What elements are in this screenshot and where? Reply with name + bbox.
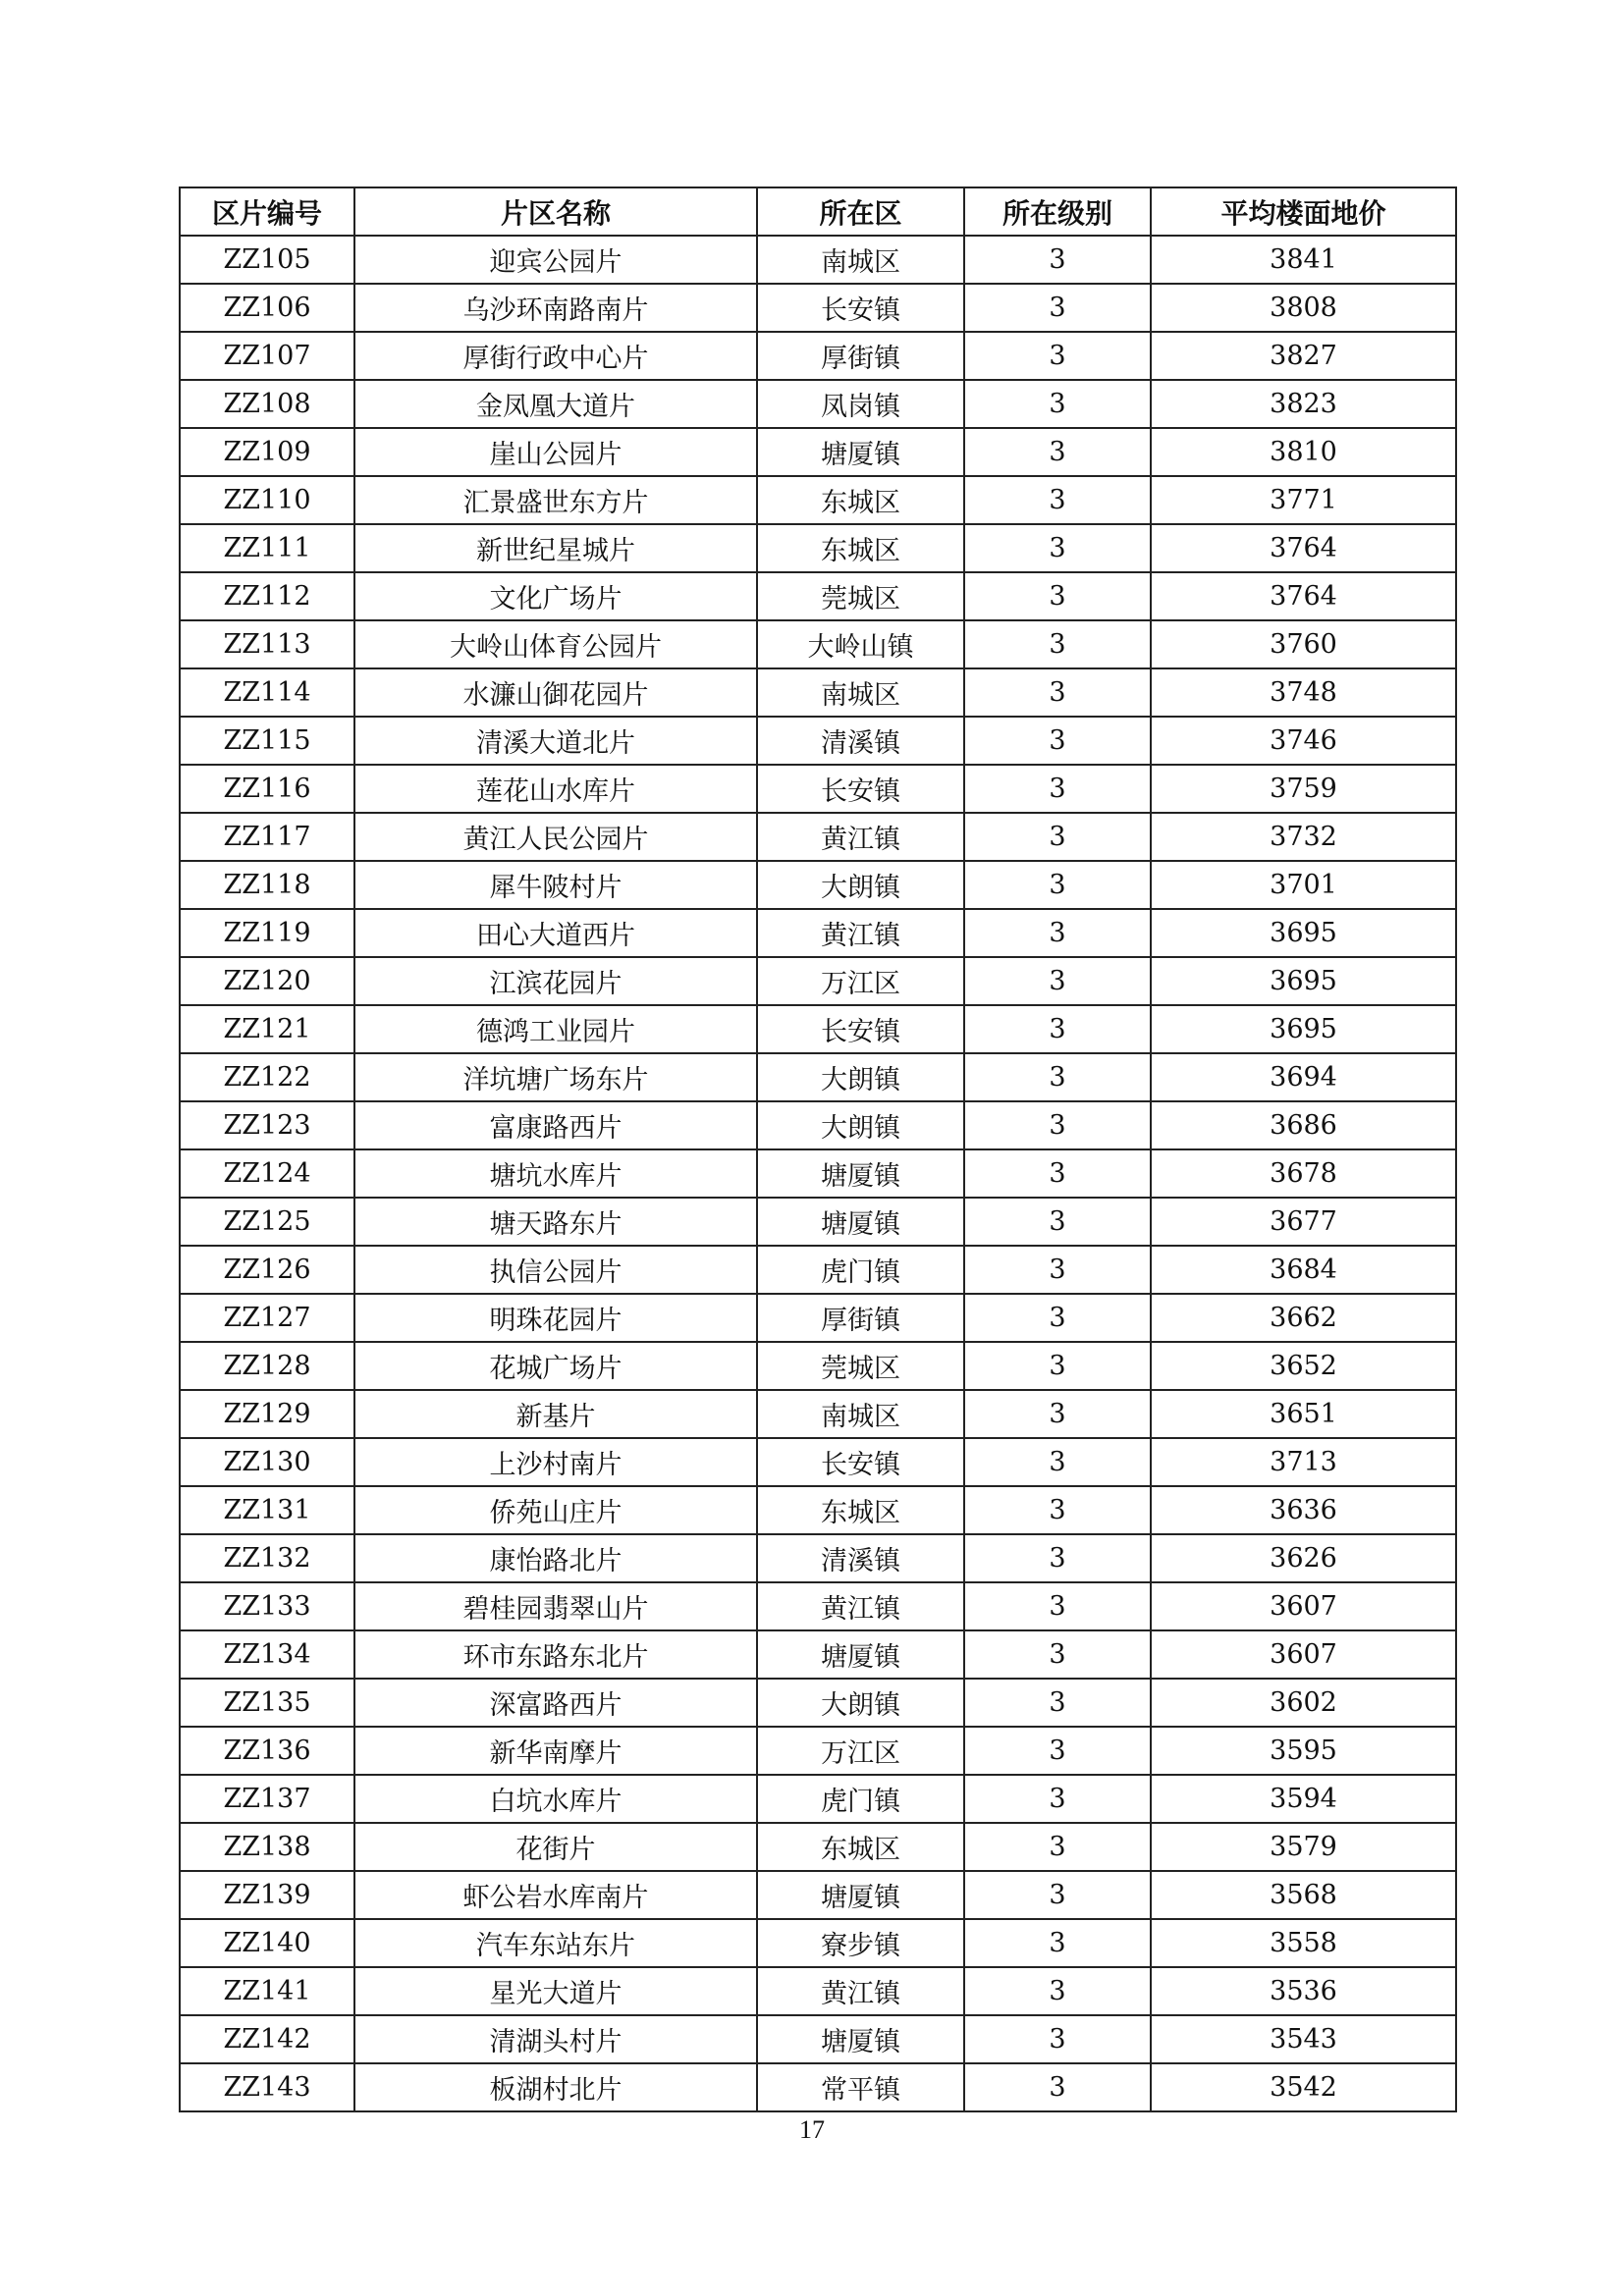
- cell-district: 虎门镇: [757, 1775, 964, 1823]
- table-row: [180, 1871, 1456, 1919]
- cell-district: 黄江镇: [757, 1582, 964, 1630]
- cell-zone-name: 富康路西片: [354, 1101, 757, 1149]
- cell-district: 大岭山镇: [757, 620, 964, 668]
- cell-zone-name: 黄江人民公园片: [354, 813, 757, 861]
- cell-zone-name: 金凤凰大道片: [354, 380, 757, 428]
- cell-zone-name: 花街片: [354, 1823, 757, 1871]
- table-row: [180, 1919, 1456, 1967]
- table-row: [180, 1053, 1456, 1101]
- cell-avg-floor-price: 3543: [1151, 2015, 1456, 2063]
- cell-zone-name: 迎宾公园片: [354, 236, 757, 284]
- cell-zone-code: ZZ132: [180, 1534, 354, 1582]
- table-row: [180, 1294, 1456, 1342]
- cell-zone-name: 水濂山御花园片: [354, 668, 757, 717]
- cell-zone-code: ZZ120: [180, 957, 354, 1005]
- cell-district: 凤岗镇: [757, 380, 964, 428]
- table-row: [180, 1582, 1456, 1630]
- table-row: [180, 1775, 1456, 1823]
- cell-zone-name: 板湖村北片: [354, 2063, 757, 2111]
- cell-avg-floor-price: 3841: [1151, 236, 1456, 284]
- table-row: [180, 1679, 1456, 1727]
- cell-zone-code: ZZ135: [180, 1679, 354, 1727]
- cell-zone-name: 深富路西片: [354, 1679, 757, 1727]
- cell-level: 3: [964, 1198, 1151, 1246]
- cell-avg-floor-price: 3771: [1151, 476, 1456, 524]
- cell-zone-code: ZZ122: [180, 1053, 354, 1101]
- cell-avg-floor-price: 3684: [1151, 1246, 1456, 1294]
- cell-zone-name: 新世纪星城片: [354, 524, 757, 572]
- header-level: 所在级别: [964, 187, 1151, 236]
- cell-avg-floor-price: 3823: [1151, 380, 1456, 428]
- table-body: [180, 236, 1456, 2111]
- cell-level: 3: [964, 620, 1151, 668]
- cell-district: 南城区: [757, 668, 964, 717]
- cell-zone-name: 文化广场片: [354, 572, 757, 620]
- table-row: [180, 765, 1456, 813]
- cell-zone-code: ZZ124: [180, 1149, 354, 1198]
- cell-level: 3: [964, 1967, 1151, 2015]
- cell-level: 3: [964, 1342, 1151, 1390]
- cell-district: 南城区: [757, 1390, 964, 1438]
- header-zone-name: 片区名称: [354, 187, 757, 236]
- cell-avg-floor-price: 3759: [1151, 765, 1456, 813]
- cell-district: 长安镇: [757, 1438, 964, 1486]
- cell-zone-name: 上沙村南片: [354, 1438, 757, 1486]
- cell-zone-name: 塘坑水库片: [354, 1149, 757, 1198]
- table-row: [180, 1101, 1456, 1149]
- cell-level: 3: [964, 765, 1151, 813]
- cell-avg-floor-price: 3694: [1151, 1053, 1456, 1101]
- cell-district: 清溪镇: [757, 717, 964, 765]
- cell-zone-code: ZZ109: [180, 428, 354, 476]
- table-row: [180, 1438, 1456, 1486]
- cell-level: 3: [964, 1919, 1151, 1967]
- cell-zone-name: 清溪大道北片: [354, 717, 757, 765]
- cell-zone-code: ZZ105: [180, 236, 354, 284]
- table-row: [180, 1486, 1456, 1534]
- cell-level: 3: [964, 1727, 1151, 1775]
- cell-zone-code: ZZ128: [180, 1342, 354, 1390]
- cell-avg-floor-price: 3764: [1151, 524, 1456, 572]
- table-row: [180, 428, 1456, 476]
- cell-level: 3: [964, 1246, 1151, 1294]
- cell-zone-name: 洋坑塘广场东片: [354, 1053, 757, 1101]
- cell-level: 3: [964, 1534, 1151, 1582]
- cell-zone-name: 康怡路北片: [354, 1534, 757, 1582]
- cell-avg-floor-price: 3808: [1151, 284, 1456, 332]
- cell-zone-code: ZZ130: [180, 1438, 354, 1486]
- cell-avg-floor-price: 3651: [1151, 1390, 1456, 1438]
- cell-zone-code: ZZ116: [180, 765, 354, 813]
- cell-level: 3: [964, 1630, 1151, 1679]
- cell-zone-code: ZZ113: [180, 620, 354, 668]
- cell-zone-code: ZZ137: [180, 1775, 354, 1823]
- cell-level: 3: [964, 1775, 1151, 1823]
- cell-zone-name: 清湖头村片: [354, 2015, 757, 2063]
- table-row: [180, 668, 1456, 717]
- cell-zone-name: 德鸿工业园片: [354, 1005, 757, 1053]
- cell-district: 大朗镇: [757, 1101, 964, 1149]
- cell-zone-code: ZZ127: [180, 1294, 354, 1342]
- cell-district: 大朗镇: [757, 1053, 964, 1101]
- cell-zone-name: 新基片: [354, 1390, 757, 1438]
- cell-avg-floor-price: 3748: [1151, 668, 1456, 717]
- cell-avg-floor-price: 3746: [1151, 717, 1456, 765]
- table-row: [180, 332, 1456, 380]
- cell-zone-name: 田心大道西片: [354, 909, 757, 957]
- cell-level: 3: [964, 2063, 1151, 2111]
- cell-zone-name: 汇景盛世东方片: [354, 476, 757, 524]
- cell-zone-name: 明珠花园片: [354, 1294, 757, 1342]
- cell-district: 塘厦镇: [757, 2015, 964, 2063]
- cell-zone-name: 星光大道片: [354, 1967, 757, 2015]
- cell-avg-floor-price: 3760: [1151, 620, 1456, 668]
- cell-district: 南城区: [757, 236, 964, 284]
- table-row: [180, 572, 1456, 620]
- table-row: [180, 380, 1456, 428]
- cell-zone-code: ZZ140: [180, 1919, 354, 1967]
- cell-zone-code: ZZ125: [180, 1198, 354, 1246]
- cell-avg-floor-price: 3662: [1151, 1294, 1456, 1342]
- table-row: [180, 1149, 1456, 1198]
- cell-level: 3: [964, 236, 1151, 284]
- cell-zone-name: 莲花山水库片: [354, 765, 757, 813]
- cell-district: 清溪镇: [757, 1534, 964, 1582]
- cell-zone-code: ZZ134: [180, 1630, 354, 1679]
- cell-zone-code: ZZ119: [180, 909, 354, 957]
- table-row: [180, 1246, 1456, 1294]
- cell-district: 塘厦镇: [757, 428, 964, 476]
- header-avg-floor-price: 平均楼面地价: [1151, 187, 1456, 236]
- cell-zone-name: 江滨花园片: [354, 957, 757, 1005]
- cell-zone-code: ZZ126: [180, 1246, 354, 1294]
- cell-district: 东城区: [757, 524, 964, 572]
- cell-avg-floor-price: 3695: [1151, 909, 1456, 957]
- cell-zone-name: 执信公园片: [354, 1246, 757, 1294]
- table-row: [180, 1342, 1456, 1390]
- cell-avg-floor-price: 3695: [1151, 1005, 1456, 1053]
- cell-zone-code: ZZ138: [180, 1823, 354, 1871]
- cell-district: 大朗镇: [757, 861, 964, 909]
- table-row: [180, 909, 1456, 957]
- cell-level: 3: [964, 380, 1151, 428]
- cell-avg-floor-price: 3594: [1151, 1775, 1456, 1823]
- cell-level: 3: [964, 1582, 1151, 1630]
- cell-district: 塘厦镇: [757, 1149, 964, 1198]
- cell-avg-floor-price: 3686: [1151, 1101, 1456, 1149]
- cell-level: 3: [964, 1679, 1151, 1727]
- table-row: [180, 2063, 1456, 2111]
- cell-zone-code: ZZ115: [180, 717, 354, 765]
- cell-avg-floor-price: 3607: [1151, 1630, 1456, 1679]
- cell-avg-floor-price: 3579: [1151, 1823, 1456, 1871]
- cell-zone-name: 碧桂园翡翠山片: [354, 1582, 757, 1630]
- cell-level: 3: [964, 957, 1151, 1005]
- cell-zone-name: 白坑水库片: [354, 1775, 757, 1823]
- cell-district: 长安镇: [757, 765, 964, 813]
- cell-avg-floor-price: 3536: [1151, 1967, 1456, 2015]
- cell-level: 3: [964, 284, 1151, 332]
- cell-avg-floor-price: 3652: [1151, 1342, 1456, 1390]
- cell-level: 3: [964, 1294, 1151, 1342]
- cell-zone-name: 塘天路东片: [354, 1198, 757, 1246]
- cell-level: 3: [964, 668, 1151, 717]
- cell-district: 东城区: [757, 1486, 964, 1534]
- cell-zone-name: 新华南摩片: [354, 1727, 757, 1775]
- cell-zone-name: 侨苑山庄片: [354, 1486, 757, 1534]
- cell-level: 3: [964, 717, 1151, 765]
- cell-avg-floor-price: 3607: [1151, 1582, 1456, 1630]
- table-header-row: [180, 187, 1456, 236]
- cell-level: 3: [964, 909, 1151, 957]
- cell-district: 万江区: [757, 1727, 964, 1775]
- cell-zone-code: ZZ131: [180, 1486, 354, 1534]
- cell-district: 厚街镇: [757, 1294, 964, 1342]
- cell-avg-floor-price: 3626: [1151, 1534, 1456, 1582]
- cell-zone-name: 乌沙环南路南片: [354, 284, 757, 332]
- cell-zone-code: ZZ117: [180, 813, 354, 861]
- cell-level: 3: [964, 1101, 1151, 1149]
- land-price-table: [179, 187, 1457, 2112]
- table-row: [180, 476, 1456, 524]
- cell-district: 黄江镇: [757, 1967, 964, 2015]
- cell-district: 寮步镇: [757, 1919, 964, 1967]
- cell-zone-code: ZZ114: [180, 668, 354, 717]
- header-zone-code: 区片编号: [180, 187, 354, 236]
- cell-avg-floor-price: 3810: [1151, 428, 1456, 476]
- page-number: 17: [799, 2115, 825, 2144]
- cell-avg-floor-price: 3595: [1151, 1727, 1456, 1775]
- cell-avg-floor-price: 3568: [1151, 1871, 1456, 1919]
- cell-zone-code: ZZ110: [180, 476, 354, 524]
- cell-district: 塘厦镇: [757, 1198, 964, 1246]
- cell-avg-floor-price: 3827: [1151, 332, 1456, 380]
- cell-avg-floor-price: 3695: [1151, 957, 1456, 1005]
- cell-zone-code: ZZ106: [180, 284, 354, 332]
- table-row: [180, 1390, 1456, 1438]
- cell-zone-name: 虾公岩水库南片: [354, 1871, 757, 1919]
- cell-level: 3: [964, 1823, 1151, 1871]
- cell-level: 3: [964, 1053, 1151, 1101]
- cell-level: 3: [964, 2015, 1151, 2063]
- cell-level: 3: [964, 1486, 1151, 1534]
- cell-level: 3: [964, 1149, 1151, 1198]
- cell-zone-code: ZZ123: [180, 1101, 354, 1149]
- cell-zone-code: ZZ118: [180, 861, 354, 909]
- table-row: [180, 1823, 1456, 1871]
- cell-zone-code: ZZ133: [180, 1582, 354, 1630]
- table-row: [180, 620, 1456, 668]
- cell-avg-floor-price: 3678: [1151, 1149, 1456, 1198]
- cell-district: 万江区: [757, 957, 964, 1005]
- cell-avg-floor-price: 3542: [1151, 2063, 1456, 2111]
- cell-level: 3: [964, 861, 1151, 909]
- header-district: 所在区: [757, 187, 964, 236]
- cell-zone-code: ZZ107: [180, 332, 354, 380]
- cell-district: 东城区: [757, 476, 964, 524]
- table-row: [180, 717, 1456, 765]
- cell-district: 长安镇: [757, 284, 964, 332]
- cell-zone-code: ZZ108: [180, 380, 354, 428]
- cell-level: 3: [964, 1005, 1151, 1053]
- cell-level: 3: [964, 332, 1151, 380]
- cell-district: 虎门镇: [757, 1246, 964, 1294]
- table-row: [180, 524, 1456, 572]
- cell-level: 3: [964, 1438, 1151, 1486]
- cell-zone-code: ZZ142: [180, 2015, 354, 2063]
- cell-level: 3: [964, 1871, 1151, 1919]
- cell-zone-code: ZZ143: [180, 2063, 354, 2111]
- cell-district: 莞城区: [757, 572, 964, 620]
- cell-district: 东城区: [757, 1823, 964, 1871]
- cell-zone-name: 崖山公园片: [354, 428, 757, 476]
- cell-avg-floor-price: 3602: [1151, 1679, 1456, 1727]
- cell-avg-floor-price: 3558: [1151, 1919, 1456, 1967]
- cell-zone-code: ZZ111: [180, 524, 354, 572]
- table-row: [180, 1198, 1456, 1246]
- cell-district: 厚街镇: [757, 332, 964, 380]
- cell-level: 3: [964, 428, 1151, 476]
- cell-avg-floor-price: 3732: [1151, 813, 1456, 861]
- table-row: [180, 1005, 1456, 1053]
- cell-zone-name: 厚街行政中心片: [354, 332, 757, 380]
- cell-level: 3: [964, 813, 1151, 861]
- cell-level: 3: [964, 524, 1151, 572]
- table-row: [180, 861, 1456, 909]
- cell-district: 黄江镇: [757, 909, 964, 957]
- table-row: [180, 2015, 1456, 2063]
- cell-zone-code: ZZ141: [180, 1967, 354, 2015]
- table-row: [180, 1727, 1456, 1775]
- cell-district: 大朗镇: [757, 1679, 964, 1727]
- cell-zone-code: ZZ139: [180, 1871, 354, 1919]
- cell-zone-name: 大岭山体育公园片: [354, 620, 757, 668]
- cell-level: 3: [964, 1390, 1151, 1438]
- cell-zone-name: 汽车东站东片: [354, 1919, 757, 1967]
- table-row: [180, 1967, 1456, 2015]
- table-row: [180, 1630, 1456, 1679]
- cell-avg-floor-price: 3713: [1151, 1438, 1456, 1486]
- cell-avg-floor-price: 3677: [1151, 1198, 1456, 1246]
- cell-district: 莞城区: [757, 1342, 964, 1390]
- table-row: [180, 236, 1456, 284]
- cell-district: 塘厦镇: [757, 1871, 964, 1919]
- cell-zone-name: 犀牛陂村片: [354, 861, 757, 909]
- cell-zone-code: ZZ112: [180, 572, 354, 620]
- cell-zone-name: 环市东路东北片: [354, 1630, 757, 1679]
- cell-zone-code: ZZ129: [180, 1390, 354, 1438]
- cell-district: 常平镇: [757, 2063, 964, 2111]
- table-row: [180, 1534, 1456, 1582]
- cell-district: 塘厦镇: [757, 1630, 964, 1679]
- cell-zone-name: 花城广场片: [354, 1342, 757, 1390]
- cell-avg-floor-price: 3636: [1151, 1486, 1456, 1534]
- cell-zone-code: ZZ136: [180, 1727, 354, 1775]
- cell-level: 3: [964, 572, 1151, 620]
- cell-district: 黄江镇: [757, 813, 964, 861]
- table-row: [180, 957, 1456, 1005]
- table-row: [180, 813, 1456, 861]
- cell-avg-floor-price: 3764: [1151, 572, 1456, 620]
- cell-avg-floor-price: 3701: [1151, 861, 1456, 909]
- cell-level: 3: [964, 476, 1151, 524]
- cell-district: 长安镇: [757, 1005, 964, 1053]
- table-row: [180, 284, 1456, 332]
- cell-zone-code: ZZ121: [180, 1005, 354, 1053]
